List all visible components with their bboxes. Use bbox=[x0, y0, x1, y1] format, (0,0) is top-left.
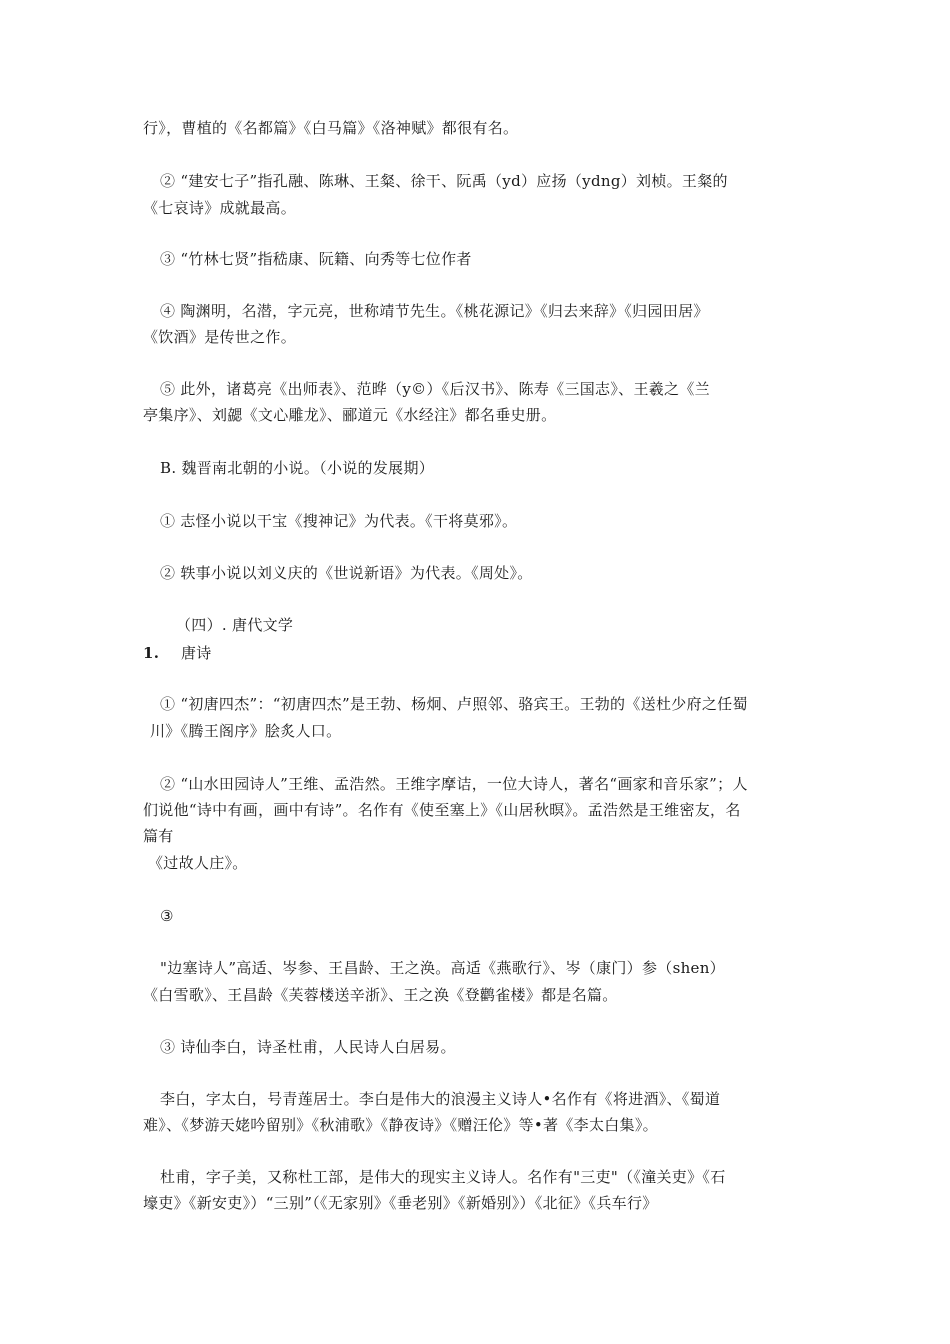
subsection-heading: 唐诗 bbox=[181, 644, 212, 662]
section-heading: B. 魏晋南北朝的小说。（小说的发展期） bbox=[160, 459, 435, 477]
text-line: ③ 诗仙李白，诗圣杜甫，人民诗人白居易。 bbox=[160, 1038, 456, 1056]
text-line: 李白，字太白，号青莲居士。李白是伟大的浪漫主义诗人•名作有《将进酒》、《蜀道 bbox=[160, 1090, 721, 1108]
list-number: 1. bbox=[143, 644, 160, 662]
text-line: ① 志怪小说以干宝《搜神记》为代表。《干将莫邪》。 bbox=[160, 512, 518, 530]
text-line: 《白雪歌》、王昌龄《芙蓉楼送辛浙》、王之涣《登鹳雀楼》都是名篇。 bbox=[143, 986, 618, 1004]
text-line: ④ 陶渊明，名潜，字元亮，世称靖节先生。《桃花源记》《归去来辞》《归园田居》 bbox=[160, 302, 709, 320]
text-line: 篇有 bbox=[143, 827, 174, 845]
text-line: 《过故人庄》。 bbox=[148, 854, 248, 872]
text-line: 壕吏》《新安吏》）“三别”（《无家别》《垂老别》《新婚别》）《北征》《兵车行》 bbox=[143, 1194, 658, 1212]
text-line: 《七哀诗》成就最高。 bbox=[143, 199, 297, 217]
text-line: 川》《腾王阁序》脍炙人口。 bbox=[150, 722, 342, 740]
text-line: 难》、《梦游天姥吟留别》《秋浦歌》《静夜诗》《赠汪伦》等•著《李太白集》。 bbox=[143, 1116, 658, 1134]
text-line: "边塞诗人”高适、岑参、王昌龄、王之涣。高适《燕歌行》、岑（康门）参（shen） bbox=[160, 959, 725, 977]
list-marker: ③ bbox=[160, 907, 174, 925]
text-line: ⑤ 此外，诸葛亮《出师表》、范晔（y©）《后汉书》、陈寿《三国志》、王羲之《兰 bbox=[160, 380, 710, 398]
text-line: ② “山水田园诗人”王维、孟浩然。王维字摩诘，一位大诗人，著名“画家和音乐家”；人 bbox=[160, 775, 748, 793]
text-line: 们说他“诗中有画，画中有诗”。名作有《使至塞上》《山居秋暝》。孟浩然是王维密友，名 bbox=[143, 801, 741, 819]
text-line: ② 轶事小说以刘义庆的《世说新语》为代表。《周处》。 bbox=[160, 564, 533, 582]
text-line: 行》，曹植的《名都篇》《白马篇》《洛神赋》都很有名。 bbox=[143, 119, 519, 137]
text-line: 杜甫，字子美，又称杜工部，是伟大的现实主义诗人。名作有"三吏"（《潼关吏》《石 bbox=[160, 1168, 726, 1186]
text-line: 亭集序》、刘勰《文心雕龙》、郦道元《水经注》都名垂史册。 bbox=[143, 406, 557, 424]
text-line: ③ “竹林七贤”指嵇康、阮籍、向秀等七位作者 bbox=[160, 250, 472, 268]
section-heading: （四）. 唐代文学 bbox=[176, 616, 294, 634]
text-line: ① “初唐四杰”：“初唐四杰”是王勃、杨炯、卢照邻、骆宾王。王勃的《送杜少府之任蜀 bbox=[160, 695, 748, 713]
text-line: ② “建安七子”指孔融、陈琳、王粲、徐干、阮禹（yd）应扬（ydng）刘桢。王粲的 bbox=[160, 172, 728, 190]
text-line: 《饮酒》是传世之作。 bbox=[143, 328, 297, 346]
